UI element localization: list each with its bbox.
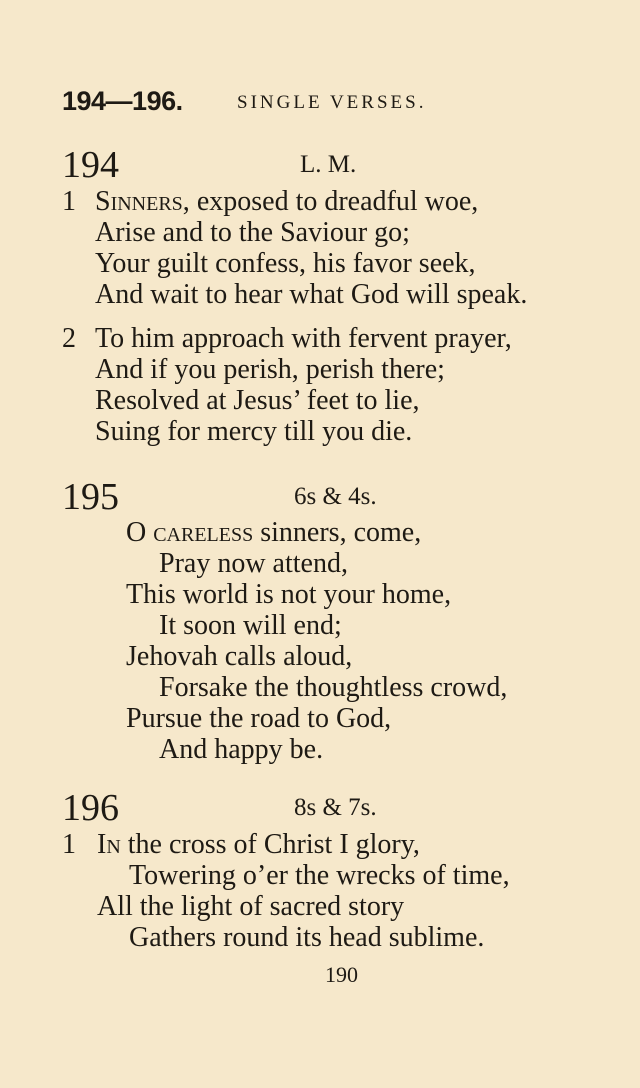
verse-line: It soon will end; [159,610,342,641]
verse-line: Arise and to the Saviour go; [95,217,410,248]
verse-line: Forsake the thoughtless crowd, [159,672,508,703]
verse-line: This world is not your home, [126,579,452,610]
verse-line [126,517,421,549]
verse-line: Jehovah calls aloud, [126,641,353,672]
header-section-title: SINGLE VERSES. [237,92,427,113]
hymn-number: 196 [62,787,119,829]
verse-line-rest: the cross of Christ I glory, [120,829,420,860]
page-number: 190 [325,962,358,987]
verse-lead-word: In [97,829,121,860]
verse-line [97,829,420,861]
verse-line: And wait to hear what God will speak. [95,279,528,310]
hymn-meter: 6s & 4s. [294,483,377,510]
verse-line: All the light of sacred story [97,891,405,922]
verse-line: Towering o’er the wrecks of time, [129,860,510,891]
verse-line [95,186,478,218]
verse-lead-word: O careless [126,517,254,548]
verse-line: Suing for mercy till you die. [95,416,413,447]
verse-line: And happy be. [159,734,324,765]
hymn-number: 194 [62,144,119,186]
verse-line: Resolved at Jesus’ feet to lie, [95,385,420,416]
verse-lead-word: Sinners, [95,186,190,217]
hymn-number: 195 [62,476,119,518]
verse-line: Pray now attend, [159,548,348,579]
verse-line: And if you perish, perish there; [95,354,445,385]
hymn-meter: 8s & 7s. [294,794,377,821]
verse-line: To him approach with fervent prayer, [95,323,512,354]
verse-line-rest: sinners, come, [253,517,422,548]
verse-number: 1 [62,829,76,860]
verse-number: 1 [62,186,76,217]
verse-line: Your guilt confess, his favor seek, [95,248,476,279]
verse-number: 2 [62,323,76,354]
verse-line: Pursue the road to God, [126,703,392,734]
verse-line-rest: exposed to dreadful woe, [189,186,479,217]
hymn-meter: L. M. [300,151,357,178]
verse-line: Gathers round its head sublime. [129,922,485,953]
running-header [62,86,622,120]
header-hymn-range: 194—196. [62,86,183,116]
